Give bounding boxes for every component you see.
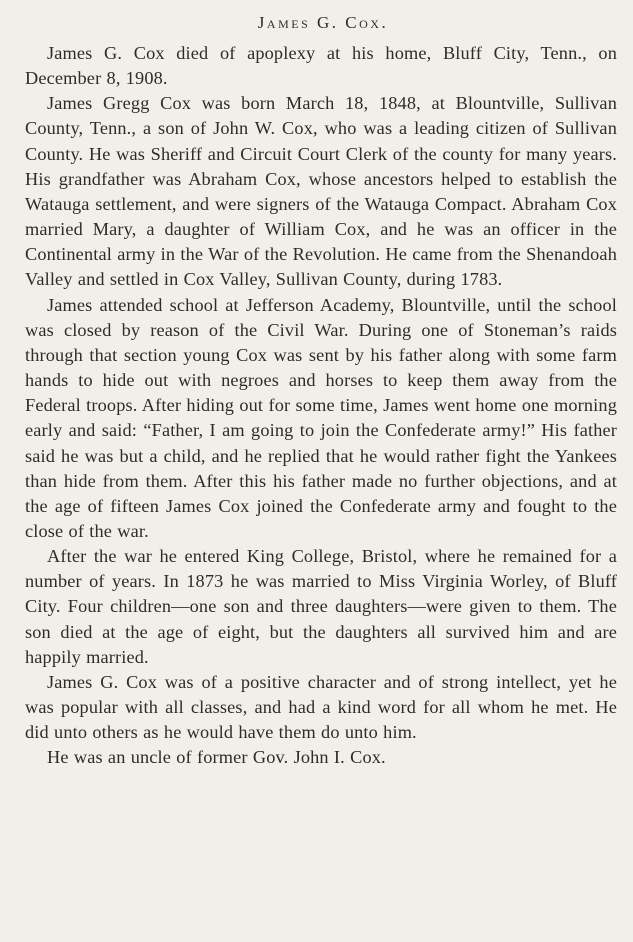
paragraph-marriage: After the war he entered King College, Bristol, where he remained for a number of years. In 1873 he was married to Miss Virginia Worley, of Bluff City. Four children—one son and three daughters—were given to them. The son died at the age of eight, but the daughters all survived him and are happily married. bbox=[25, 546, 617, 667]
paragraph-character: James G. Cox was of a positive character and of strong intellect, yet he was popular with all classes, and had a kind word for all whom he met. He did unto others as he would have them do unto him. bbox=[25, 671, 617, 743]
document-title: James G. Cox. bbox=[257, 13, 389, 32]
paragraph-death-notice: James G. Cox died of apoplexy at his home, Bluff City, Tenn., on December 8, 1908. bbox=[25, 43, 617, 89]
paragraph-civil-war: James attended school at Jefferson Academy, Blountville, until the school was closed by reason of the Civil War. During one of Stoneman’s raids through that section young Cox was sent by his father along with some farm hands to hide out with negroes and horses to keep them away from the Federal troops. After hiding out for some time, James went home one morning early and said: “Father, I am going to join the Confederate army!” His father said he was but a child, and he replied that he would rather fight the Yankees than hide from them. After this his father made no further objections, and at the age of fifteen James Cox joined the Confederate army and fought to the close of the war. bbox=[25, 294, 617, 541]
paragraph-relation: He was an uncle of former Gov. John I. Cox. bbox=[47, 747, 386, 768]
paragraph-ancestry: James Gregg Cox was born March 18, 1848, at Blountville, Sullivan County, Tenn., a son of John W. Cox, who was a leading citizen of Sullivan County. He was Sheriff and Circuit Court Clerk of the county for many years. His grandfather was Abraham Cox, whose ancestors helped to establish the Watauga settlement, and were signers of the Watauga Compact. Abraham Cox married Mary, a daughter of William Cox, and he was an officer in the Continental army in the War of the Revolution. He came from the Shenandoah Valley and settled in Cox Valley, Sullivan County, during 1783. bbox=[25, 93, 617, 290]
